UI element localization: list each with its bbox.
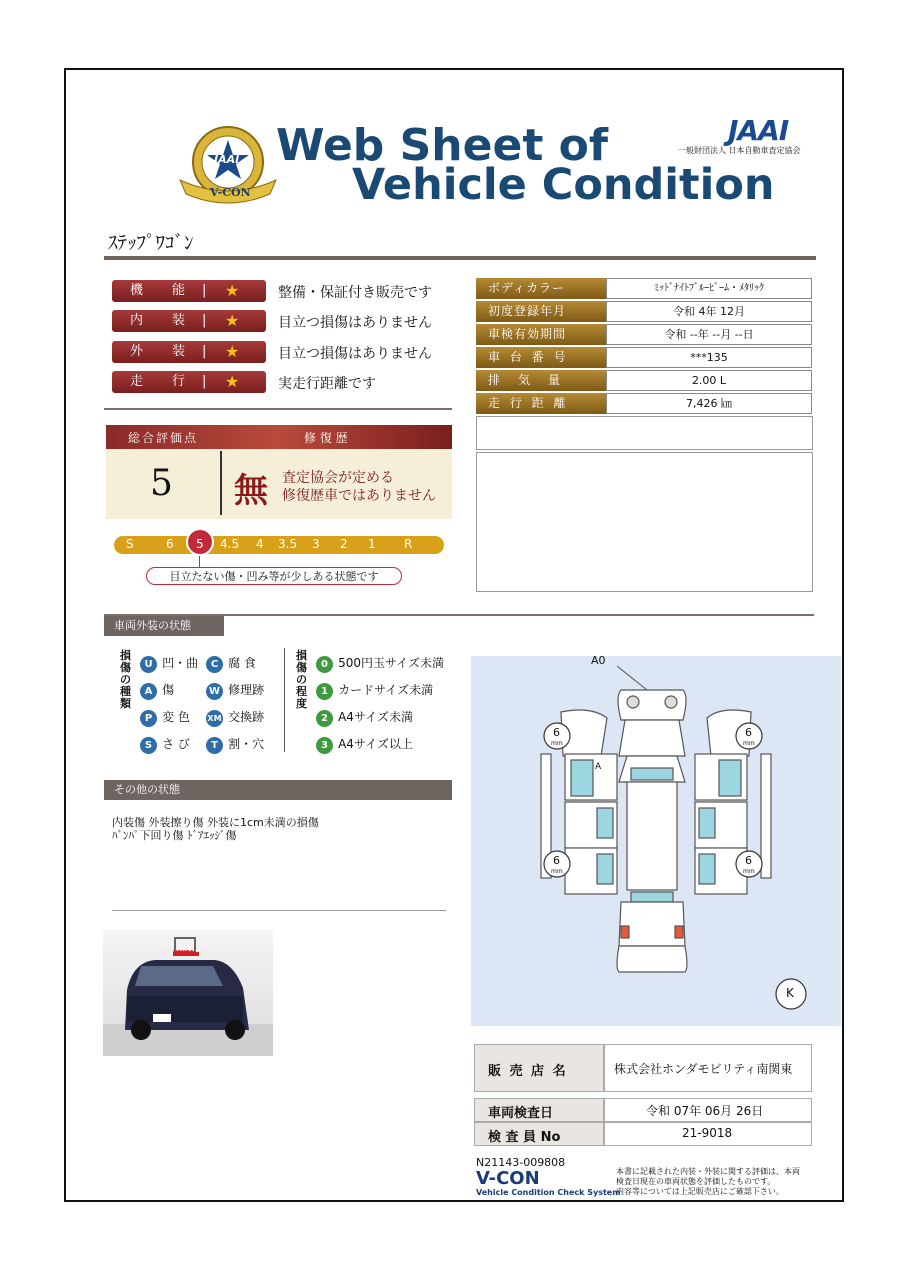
shop-label: 販 売 店 名 <box>488 1064 568 1079</box>
badge-text: JAAI <box>214 153 240 166</box>
star-icon: ★ <box>225 281 240 300</box>
damage-types <box>140 652 280 756</box>
other-line2: ﾊﾞﾝﾊﾟ下回り傷 ﾄﾞｱｴｯｼﾞ傷 <box>112 829 237 842</box>
vcon-logo: V-CON <box>476 1168 540 1189</box>
damage-code-icon: W <box>206 683 223 700</box>
damage-type-text: 腐 食 <box>228 656 256 670</box>
damage-level-text: A4サイズ未満 <box>338 710 413 724</box>
tire-unit-rear-right: mm <box>743 868 755 875</box>
damage-level-label: 損傷の程度 <box>296 649 307 710</box>
rating-text: 目立つ損傷はありません <box>278 346 432 362</box>
spec-empty-box <box>476 416 813 450</box>
inspector-label: 検 査 員 No <box>488 1130 561 1145</box>
grade-note: 目立たない傷・凹み等が少しある状態です <box>146 567 402 585</box>
grade-scale <box>114 536 444 556</box>
rating-label: 機 能 <box>130 283 194 298</box>
tire-unit-front-right: mm <box>743 740 755 747</box>
rating-separator: | <box>202 313 207 328</box>
footer-note-line1: 本書に記載された内装・外装に関する評価は、本両 <box>616 1167 800 1176</box>
vehicle-damage-diagram <box>471 656 841 1026</box>
damage-level-item <box>316 706 413 727</box>
damage-level-item <box>316 733 413 754</box>
grade-item: 4 <box>256 537 264 551</box>
damage-type-item <box>206 652 256 673</box>
rating-separator: | <box>202 283 207 298</box>
damage-type-label: 損傷の種類 <box>120 649 131 710</box>
repair-mark: 無 <box>234 471 268 511</box>
damage-type-item <box>140 652 198 673</box>
footer-note-line2: 検査日現在の車両状態を評価したものです。 <box>616 1177 776 1186</box>
damage-type-text: 傷 <box>162 683 175 697</box>
date-value: 令和 07年 06月 26日 <box>646 1104 764 1118</box>
jaai-logo: JAAI <box>728 114 789 147</box>
vcon-badge <box>176 124 280 204</box>
rating-label-box <box>112 310 266 332</box>
star-icon: ★ <box>225 372 240 391</box>
spec-value: 令和 --年 --月 --日 <box>606 324 812 345</box>
rating-text: 実走行距離です <box>278 376 376 392</box>
rating-text: 目立つ損傷はありません <box>278 315 432 331</box>
org-name: 一般財団法人 日本自動車査定協会 <box>678 146 801 155</box>
spec-value: ﾐｯﾄﾞﾅｲﾄﾌﾞﾙｰﾋﾞｰﾑ・ﾒﾀﾘｯｸ <box>606 278 812 299</box>
star-icon: ★ <box>225 311 240 330</box>
rating-separator: | <box>202 344 207 359</box>
level-code-icon: 2 <box>316 710 333 727</box>
spec-notes-box <box>476 452 813 592</box>
spec-label: 初度登録年月 <box>476 301 606 322</box>
rating-row <box>112 310 452 332</box>
spec-value: 2.00 L <box>606 370 812 391</box>
other-header: その他の状態 <box>104 780 452 800</box>
tire-unit-front-left: mm <box>551 740 563 747</box>
damage-levels <box>316 652 466 756</box>
dealer-table <box>474 1044 812 1146</box>
grade-item-selected: 5 <box>196 537 204 551</box>
spec-label: 排 気 量 <box>476 370 606 391</box>
grade-item: S <box>126 537 134 551</box>
rating-row <box>112 280 452 302</box>
repair-header-label: 修 復 歴 <box>304 431 348 445</box>
tire-value-rear-left: 6 <box>553 854 560 867</box>
spec-table <box>476 278 814 418</box>
grade-item: 6 <box>166 537 174 551</box>
damage-type-item <box>206 733 264 754</box>
damage-type-item <box>140 679 174 700</box>
star-icon: ★ <box>225 342 240 361</box>
spec-value: 令和 4年 12月 <box>606 301 812 322</box>
tire-value-front-left: 6 <box>553 726 560 739</box>
damage-type-item <box>206 679 264 700</box>
spec-label: 車検有効期間 <box>476 324 606 345</box>
damage-type-item <box>140 706 190 727</box>
vehicle-name: ｽﾃｯﾌﾟﾜｺﾞﾝ <box>108 232 194 254</box>
grade-item: 1 <box>368 537 376 551</box>
grade-item: 3.5 <box>278 537 298 551</box>
damage-type-text: 修理跡 <box>228 683 265 697</box>
level-code-icon: 0 <box>316 656 333 673</box>
spec-label: ボディカラー <box>476 278 606 299</box>
damage-level-item <box>316 652 444 673</box>
car-outline-diagram <box>471 656 841 1026</box>
rating-label: 外 装 <box>130 344 194 359</box>
footer-code: N21143-009808 <box>476 1156 566 1169</box>
rating-separator: | <box>202 374 207 389</box>
page-title-line1: Web Sheet of <box>276 120 609 171</box>
damage-code-icon: P <box>140 710 157 727</box>
vehicle-photo <box>103 930 273 1056</box>
rating-row <box>112 341 452 363</box>
grade-item: 3 <box>312 537 320 551</box>
score-value: 5 <box>150 463 173 504</box>
inspector-value: 21-9018 <box>682 1126 733 1140</box>
score-box <box>106 425 452 519</box>
tire-value-rear-right: 6 <box>745 854 752 867</box>
damage-code-icon: C <box>206 656 223 673</box>
rating-text: 整備・保証付き販売です <box>278 285 432 301</box>
spec-label: 走 行 距 離 <box>476 393 606 414</box>
other-line1: 内装傷 外装擦り傷 外装に1cm未満の損傷 <box>112 816 319 829</box>
ratings-divider <box>104 408 452 410</box>
exterior-header: 車両外装の状態 <box>104 616 224 636</box>
damage-type-text: 交換跡 <box>228 710 265 724</box>
repair-line1: 査定協会が定める <box>282 470 394 486</box>
damage-code-icon: XM <box>206 710 223 727</box>
level-code-icon: 1 <box>316 683 333 700</box>
damage-code-icon: U <box>140 656 157 673</box>
level-code-icon: 3 <box>316 737 333 754</box>
vcon-logo-sub: Vehicle Condition Check System <box>476 1188 621 1197</box>
divider-top <box>104 256 816 260</box>
damage-code-icon: T <box>206 737 223 754</box>
damage-level-text: A4サイズ以上 <box>338 737 413 751</box>
grade-item: R <box>404 537 413 551</box>
footer-note-line3: 内容等については上記販売店にご確認下さい。 <box>616 1187 784 1196</box>
damage-type-text: 割・穴 <box>228 737 265 751</box>
page-title-line2: Vehicle Condition <box>352 160 775 210</box>
damage-type-item <box>206 706 264 727</box>
damage-level-item <box>316 679 433 700</box>
score-header-label: 総合評価点 <box>128 431 199 445</box>
legend-divider <box>284 648 285 752</box>
rating-label: 内 装 <box>130 313 194 328</box>
score-divider <box>220 451 222 515</box>
repair-line2: 修復歴車ではありません <box>282 488 436 504</box>
grade-item: 2 <box>340 537 348 551</box>
marker-a0: A0 <box>591 654 606 667</box>
grade-item: 4.5 <box>220 537 240 551</box>
photo-brand: HONDA <box>173 950 194 956</box>
damage-code-icon: S <box>140 737 157 754</box>
shop-value: 株式会社ホンダモビリティ南関東 <box>614 1062 793 1076</box>
tire-value-front-right: 6 <box>745 726 752 739</box>
rating-label-box <box>112 371 266 393</box>
damage-level-text: 500円玉サイズ未満 <box>338 656 445 670</box>
spec-value: 7,426 ㎞ <box>606 393 812 414</box>
damage-level-text: カードサイズ未満 <box>338 683 434 697</box>
damage-type-text: さ び <box>162 737 190 751</box>
damage-code-icon: A <box>140 683 157 700</box>
tire-unit-rear-left: mm <box>551 868 563 875</box>
damage-type-item <box>140 733 190 754</box>
rating-label-box <box>112 341 266 363</box>
rating-label-box <box>112 280 266 302</box>
rating-label: 走 行 <box>130 374 194 389</box>
other-divider <box>112 910 446 911</box>
damage-type-text: 変 色 <box>162 710 190 724</box>
marker-a: A <box>595 762 602 772</box>
badge-ribbon-text: V-CON <box>210 186 251 199</box>
rating-row <box>112 371 452 393</box>
spec-label: 車 台 番 号 <box>476 347 606 368</box>
date-label: 車両検査日 <box>488 1106 554 1121</box>
damage-type-text: 凹・曲 <box>162 656 199 670</box>
k-mark: K <box>786 986 794 1000</box>
spec-value: ***135 <box>606 347 812 368</box>
